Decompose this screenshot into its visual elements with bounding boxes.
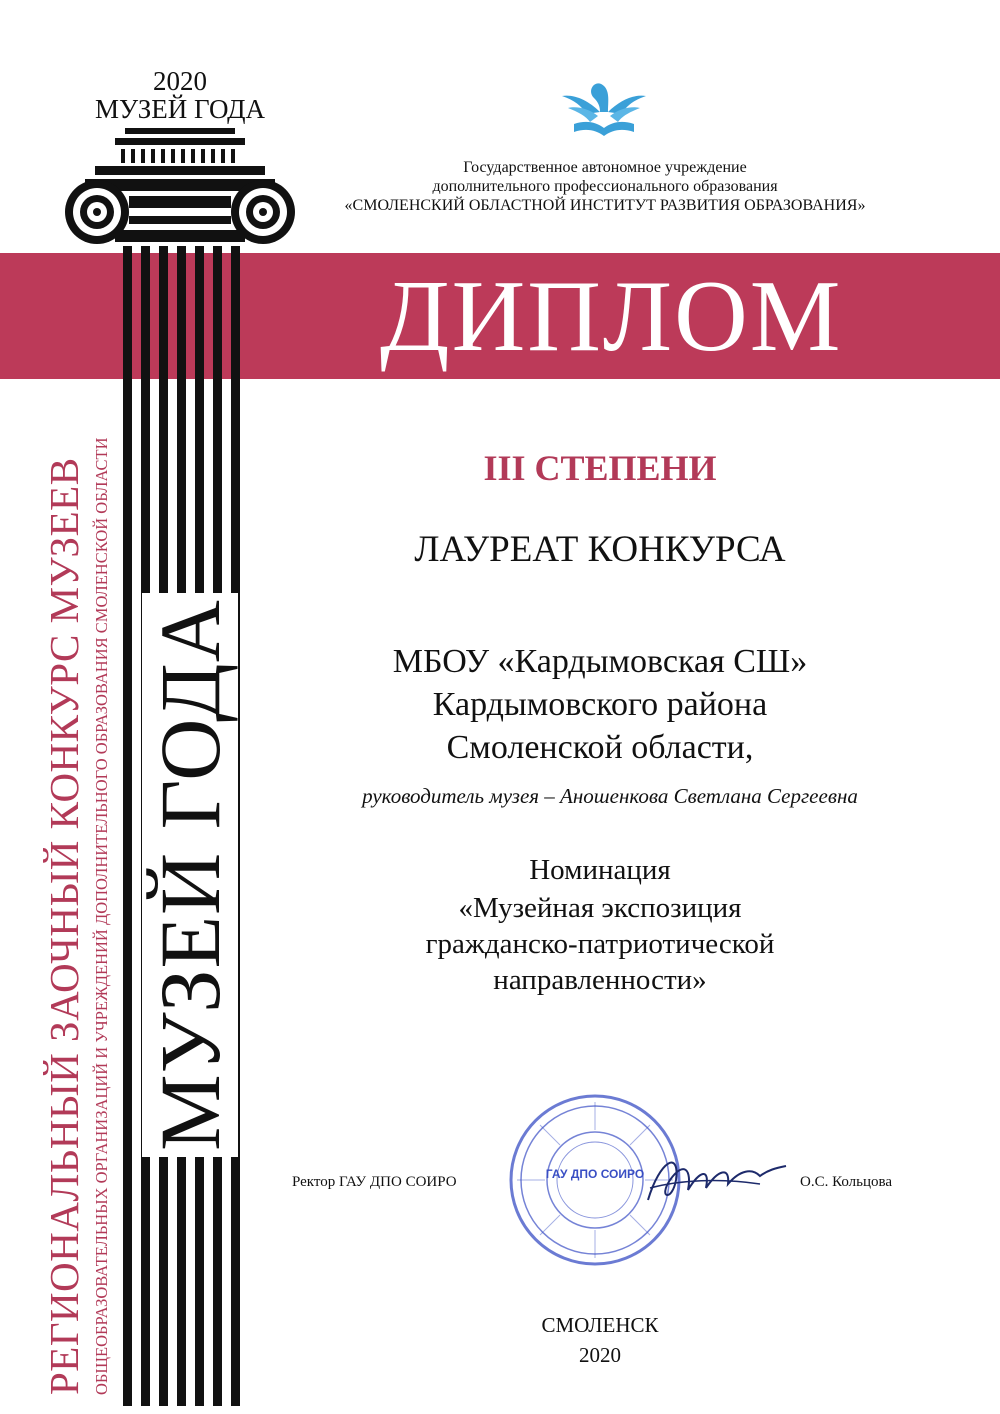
side-caption-subtitle: ОБЩЕОБРАЗОВАТЕЛЬНЫХ ОРГАНИЗАЦИЙ И УЧРЕЖДЕНИЙ ДОПОЛНИТЕЛЬНОГО ОБРАЗОВАНИЯ СМОЛЕНСКОЙ ОБЛАСТИ <box>92 437 111 1395</box>
side-caption-title: РЕГИОНАЛЬНЫЙ ЗАОЧНЫЙ КОНКУРС МУЗЕЕВ <box>41 457 87 1395</box>
degree-label: III СТЕПЕНИ <box>483 448 717 488</box>
stamp-center-text: ГАУ ДПО СОИРО <box>545 1167 645 1181</box>
winner-line-1: МБОУ «Кардымовская СШ» <box>392 643 808 680</box>
issue-place <box>450 1310 750 1370</box>
institute-emblem-icon <box>560 76 648 138</box>
diploma-title: ДИПЛОМ <box>380 260 843 373</box>
nomination-line-2: гражданско-патриотической <box>425 928 775 960</box>
signer-role: Ректор ГАУ ДПО СОИРО <box>292 1174 457 1190</box>
side-museum-title <box>142 565 238 1185</box>
winner-line-3: Смоленской области, <box>446 729 754 766</box>
supervisor-line: руководитель музея – Аношенкова Светлана Сергеевна <box>362 784 858 808</box>
logo-title: МУЗЕЙ ГОДА <box>94 94 266 124</box>
organization-block <box>300 158 910 215</box>
issue-city: СМОЛЕНСК <box>541 1313 659 1337</box>
nomination-block <box>300 852 900 998</box>
laureate-label: ЛАУРЕАТ КОНКУРСА <box>414 529 786 570</box>
organization-line-2: дополнительного профессионального образования <box>432 178 778 195</box>
nomination-line-3: направленности» <box>493 964 707 996</box>
logo-year: 2020 <box>153 66 207 96</box>
organization-line-1: Государственное автономное учреждение <box>463 159 747 176</box>
signature-scribble <box>640 1140 790 1220</box>
nomination-label: Номинация <box>529 854 671 886</box>
issue-year: 2020 <box>579 1343 621 1367</box>
side-museum-title-text: МУЗЕЙ ГОДА <box>142 593 238 1157</box>
nomination-line-1: «Музейная экспозиция <box>458 892 742 924</box>
organization-line-3: «СМОЛЕНСКИЙ ОБЛАСТНОЙ ИНСТИТУТ РАЗВИТИЯ ОБРАЗОВАНИЯ» <box>344 197 866 214</box>
signer-name: О.С. Кольцова <box>800 1174 893 1190</box>
winner-line-2: Кардымовского района <box>432 686 768 723</box>
winner-block <box>280 640 920 769</box>
